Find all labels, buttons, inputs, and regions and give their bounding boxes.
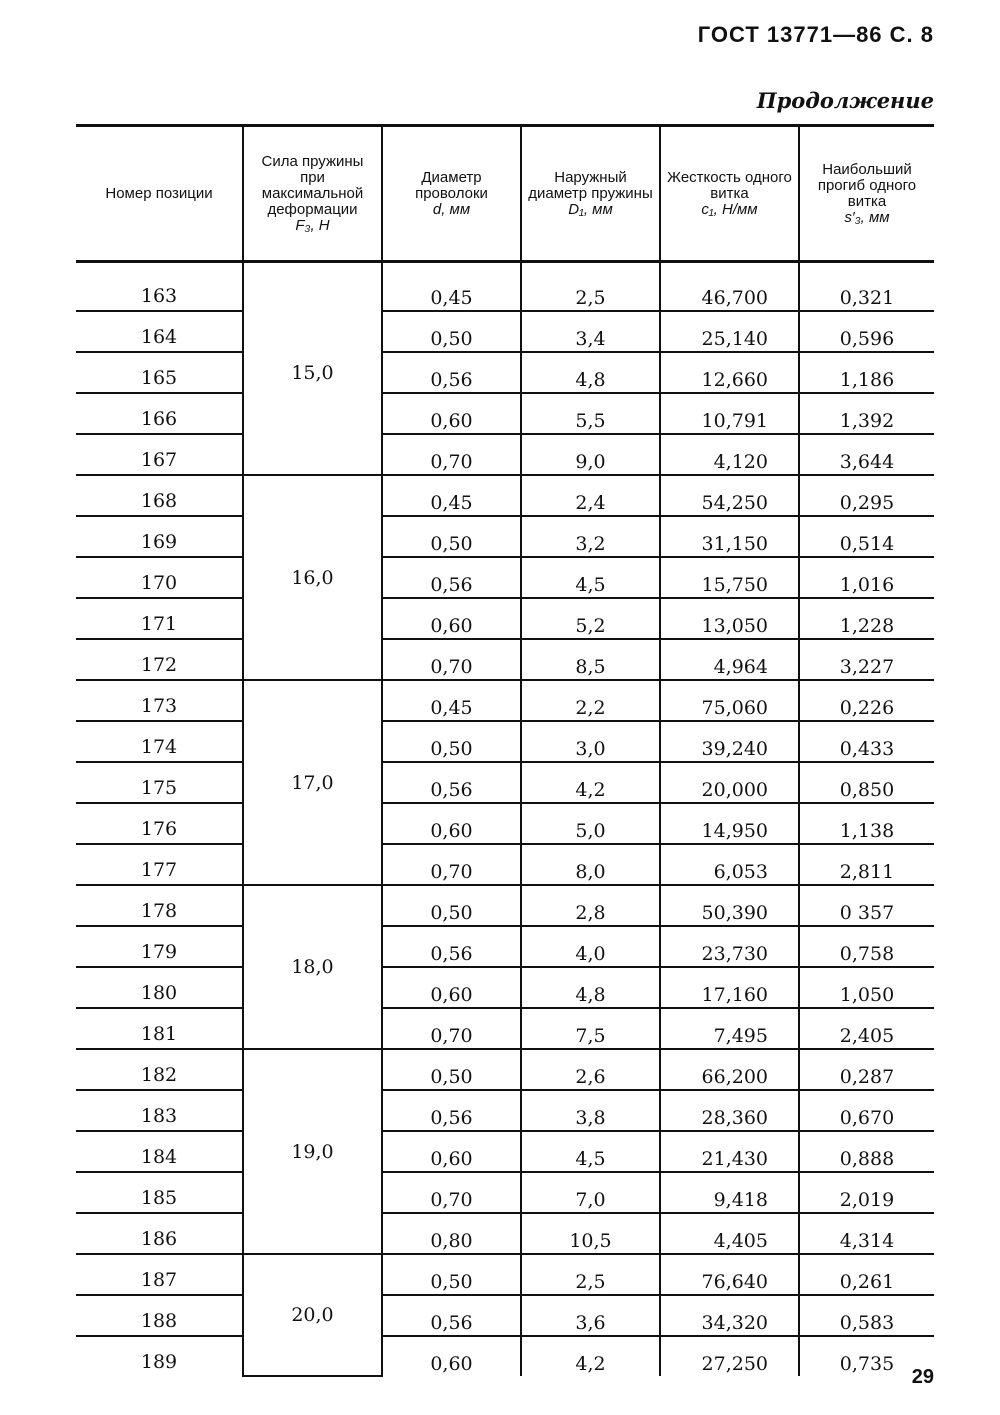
table-body [76, 262, 934, 1377]
cell-force: 15,0 [243, 271, 382, 475]
cell-outer-diameter: 8,5 [521, 639, 660, 680]
cell-deflection: 0,295 [799, 475, 934, 516]
cell-deflection: 0,226 [799, 680, 934, 721]
page-number: 29 [911, 1366, 934, 1388]
cell-deflection: 1,138 [799, 803, 934, 844]
cell-wire-diameter: 0,45 [382, 680, 521, 721]
cell-outer-diameter: 9,0 [521, 434, 660, 475]
cell-stiffness: 4,964 [660, 639, 799, 680]
cell-position: 189 [140, 1351, 178, 1373]
cell-outer-diameter: 2,2 [521, 680, 660, 721]
cell-stiffness: 54,250 [660, 475, 799, 516]
continuation-label: Продолжение [756, 88, 934, 113]
table-row [76, 926, 934, 967]
cell-stiffness: 14,950 [660, 803, 799, 844]
cell-deflection: 1,392 [799, 393, 934, 434]
cell-wire-diameter: 0,50 [382, 1049, 521, 1090]
table-row [76, 352, 934, 393]
table-row [76, 1131, 934, 1172]
col-header-force-symbol: F₃, Н [295, 216, 330, 234]
cell-wire-diameter: 0,60 [382, 393, 521, 434]
cell-stiffness: 20,000 [660, 762, 799, 803]
cell-stiffness: 7,495 [660, 1008, 799, 1049]
col-header-wire [382, 126, 521, 262]
cell-position: 168 [76, 475, 243, 516]
cell-wire-diameter: 0,80 [382, 1213, 521, 1254]
table-row [76, 1090, 934, 1131]
table-row [76, 516, 934, 557]
cell-stiffness: 50,390 [660, 885, 799, 926]
cell-wire-diameter: 0,50 [382, 311, 521, 352]
cell-outer-diameter: 2,4 [521, 475, 660, 516]
cell-deflection: 0,433 [799, 721, 934, 762]
cell-deflection: 2,811 [799, 844, 934, 885]
cell-deflection: 1,228 [799, 598, 934, 639]
spacer-row [76, 262, 934, 272]
table-row [76, 680, 934, 721]
cell-outer-diameter: 3,0 [521, 721, 660, 762]
table-row [76, 475, 934, 516]
cell-position: 178 [76, 885, 243, 926]
table-row [76, 721, 934, 762]
table-row [76, 885, 934, 926]
cell-position: 165 [76, 352, 243, 393]
cell-force: 16,0 [243, 475, 382, 680]
table-row [76, 1049, 934, 1090]
cell-outer-diameter: 4,5 [521, 557, 660, 598]
cell-stiffness: 10,791 [660, 393, 799, 434]
col-header-wire-symbol: d, мм [432, 200, 471, 218]
cell-position: 175 [76, 762, 243, 803]
cell-position: 170 [76, 557, 243, 598]
cell-stiffness: 23,730 [660, 926, 799, 967]
cell-stiffness: 34,320 [660, 1295, 799, 1336]
cell-position: 163 [76, 271, 243, 311]
cell-force: 17,0 [243, 680, 382, 885]
table-row [76, 598, 934, 639]
cell-outer-diameter: 3,4 [521, 311, 660, 352]
cell-stiffness: 27,250 [660, 1336, 799, 1376]
cell-position: 185 [76, 1172, 243, 1213]
cell-position: 188 [76, 1295, 243, 1336]
cell-stiffness: 6,053 [660, 844, 799, 885]
cell-wire-diameter: 0,70 [382, 844, 521, 885]
cell-position: 182 [76, 1049, 243, 1090]
cell-position: 174 [76, 721, 243, 762]
cell-stiffness: 17,160 [660, 967, 799, 1008]
cell-stiffness: 66,200 [660, 1049, 799, 1090]
table-row [76, 393, 934, 434]
cell-outer-diameter: 10,5 [521, 1213, 660, 1254]
cell-wire-diameter: 0,56 [382, 352, 521, 393]
cell-wire-diameter: 0,56 [382, 1090, 521, 1131]
cell-position: 176 [76, 803, 243, 844]
cell-position: 169 [76, 516, 243, 557]
cell-wire-diameter: 0,50 [382, 1254, 521, 1295]
cell-outer-diameter: 4,2 [521, 1336, 660, 1376]
cell-wire-diameter: 0,60 [382, 967, 521, 1008]
cell-outer-diameter: 2,6 [521, 1049, 660, 1090]
cell-deflection: 1,050 [799, 967, 934, 1008]
cell-deflection: 0,888 [799, 1131, 934, 1172]
cell-deflection: 0,321 [799, 271, 934, 311]
cell-outer-diameter: 4,5 [521, 1131, 660, 1172]
spring-table [76, 124, 934, 1377]
col-header-stiffness-label: Жесткость одного витка [667, 168, 792, 202]
cell-position: 179 [76, 926, 243, 967]
cell-stiffness: 75,060 [660, 680, 799, 721]
cell-deflection: 0,261 [799, 1254, 934, 1295]
cell-wire-diameter: 0,50 [382, 721, 521, 762]
col-header-stiffness [660, 126, 799, 262]
cell-stiffness: 28,360 [660, 1090, 799, 1131]
cell-stiffness: 39,240 [660, 721, 799, 762]
cell-outer-diameter: 4,8 [521, 967, 660, 1008]
table-row [76, 1336, 934, 1376]
cell-force: 20,0 [243, 1254, 382, 1376]
table-row [76, 967, 934, 1008]
cell-stiffness: 4,120 [660, 434, 799, 475]
table-row [76, 639, 934, 680]
cell-deflection: 0,583 [799, 1295, 934, 1336]
col-header-force [243, 126, 382, 262]
cell-deflection: 0,514 [799, 516, 934, 557]
cell-force: 19,0 [243, 1049, 382, 1254]
col-header-force-label: Сила пружины при максимальной деформации [261, 152, 364, 218]
cell-position: 177 [76, 844, 243, 885]
table-row [76, 1008, 934, 1049]
cell-outer-diameter: 5,5 [521, 393, 660, 434]
table-row [76, 557, 934, 598]
cell-position: 181 [76, 1008, 243, 1049]
table-row [76, 1254, 934, 1295]
cell-outer-diameter: 8,0 [521, 844, 660, 885]
cell-position: 171 [76, 598, 243, 639]
table-row [76, 803, 934, 844]
cell-wire-diameter: 0,60 [382, 803, 521, 844]
page-header: ГОСТ 13771—86 С. 8 [697, 22, 934, 47]
cell-wire-diameter: 0,56 [382, 926, 521, 967]
cell-outer-diameter: 2,5 [521, 271, 660, 311]
cell-stiffness: 76,640 [660, 1254, 799, 1295]
col-header-outer-label: Наружный диаметр пружины [528, 168, 653, 202]
col-header-stiffness-symbol: c₁, Н/мм [701, 200, 758, 218]
cell-deflection: 4,314 [799, 1213, 934, 1254]
cell-deflection: 0,850 [799, 762, 934, 803]
col-header-outer-symbol: D₁, мм [568, 200, 613, 218]
cell-wire-diameter: 0,45 [382, 475, 521, 516]
col-header-wire-label: Диаметр проволоки [415, 168, 488, 202]
cell-stiffness: 31,150 [660, 516, 799, 557]
table-row [76, 844, 934, 885]
table-row [76, 1295, 934, 1336]
cell-position: 172 [76, 639, 243, 680]
cell-wire-diameter: 0,70 [382, 434, 521, 475]
cell-position: 164 [76, 311, 243, 352]
cell-position: 167 [76, 434, 243, 475]
cell-deflection: 1,186 [799, 352, 934, 393]
cell-stiffness: 25,140 [660, 311, 799, 352]
cell-wire-diameter: 0,60 [382, 1336, 521, 1376]
cell-outer-diameter: 7,0 [521, 1172, 660, 1213]
cell-force: 18,0 [243, 885, 382, 1049]
cell-position: 173 [76, 680, 243, 721]
cell-deflection: 0,596 [799, 311, 934, 352]
cell-outer-diameter: 4,2 [521, 762, 660, 803]
cell-wire-diameter: 0,60 [382, 1131, 521, 1172]
cell-outer-diameter: 3,2 [521, 516, 660, 557]
cell-stiffness: 13,050 [660, 598, 799, 639]
cell-wire-diameter: 0,56 [382, 557, 521, 598]
cell-wire-diameter: 0,60 [382, 598, 521, 639]
cell-deflection: 0,287 [799, 1049, 934, 1090]
cell-outer-diameter: 2,8 [521, 885, 660, 926]
cell-outer-diameter: 5,2 [521, 598, 660, 639]
cell-stiffness: 12,660 [660, 352, 799, 393]
cell-stiffness: 15,750 [660, 557, 799, 598]
table-header-row [76, 126, 934, 262]
cell-wire-diameter: 0,50 [382, 885, 521, 926]
cell-position: 183 [76, 1090, 243, 1131]
cell-deflection: 0 357 [799, 885, 934, 926]
table-row [76, 1172, 934, 1213]
cell-outer-diameter: 3,6 [521, 1295, 660, 1336]
col-header-position-label: Номер позиции [105, 184, 213, 202]
cell-position: 184 [76, 1131, 243, 1172]
col-header-deflection-symbol: s′₃, мм [844, 208, 890, 226]
cell-outer-diameter: 7,5 [521, 1008, 660, 1049]
cell-wire-diameter: 0,56 [382, 1295, 521, 1336]
cell-outer-diameter: 2,5 [521, 1254, 660, 1295]
cell-wire-diameter: 0,70 [382, 1008, 521, 1049]
table-row [76, 271, 934, 311]
cell-position: 180 [76, 967, 243, 1008]
cell-stiffness: 46,700 [660, 271, 799, 311]
cell-position: 186 [76, 1213, 243, 1254]
cell-stiffness: 4,405 [660, 1213, 799, 1254]
cell-outer-diameter: 4,0 [521, 926, 660, 967]
cell-outer-diameter: 4,8 [521, 352, 660, 393]
cell-position: 187 [76, 1254, 243, 1295]
cell-outer-diameter: 5,0 [521, 803, 660, 844]
cell-deflection: 3,644 [799, 434, 934, 475]
col-header-outer [521, 126, 660, 262]
cell-wire-diameter: 0,50 [382, 516, 521, 557]
cell-deflection: 0,758 [799, 926, 934, 967]
table-row [76, 311, 934, 352]
cell-deflection: 0,735 [799, 1336, 934, 1376]
cell-stiffness: 21,430 [660, 1131, 799, 1172]
cell-wire-diameter: 0,70 [382, 1172, 521, 1213]
col-header-deflection-label: Наибольший прогиб одного витка [817, 160, 917, 210]
cell-deflection: 2,019 [799, 1172, 934, 1213]
cell-stiffness: 9,418 [660, 1172, 799, 1213]
cell-deflection: 0,670 [799, 1090, 934, 1131]
table-row [76, 1213, 934, 1254]
cell-deflection: 2,405 [799, 1008, 934, 1049]
table-row [76, 434, 934, 475]
col-header-position [76, 126, 243, 262]
cell-deflection: 3,227 [799, 639, 934, 680]
cell-wire-diameter: 0,45 [382, 271, 521, 311]
col-header-deflection [799, 126, 934, 262]
cell-wire-diameter: 0,56 [382, 762, 521, 803]
cell-position: 166 [76, 393, 243, 434]
cell-outer-diameter: 3,8 [521, 1090, 660, 1131]
table-row [76, 762, 934, 803]
cell-deflection: 1,016 [799, 557, 934, 598]
cell-wire-diameter: 0,70 [382, 639, 521, 680]
